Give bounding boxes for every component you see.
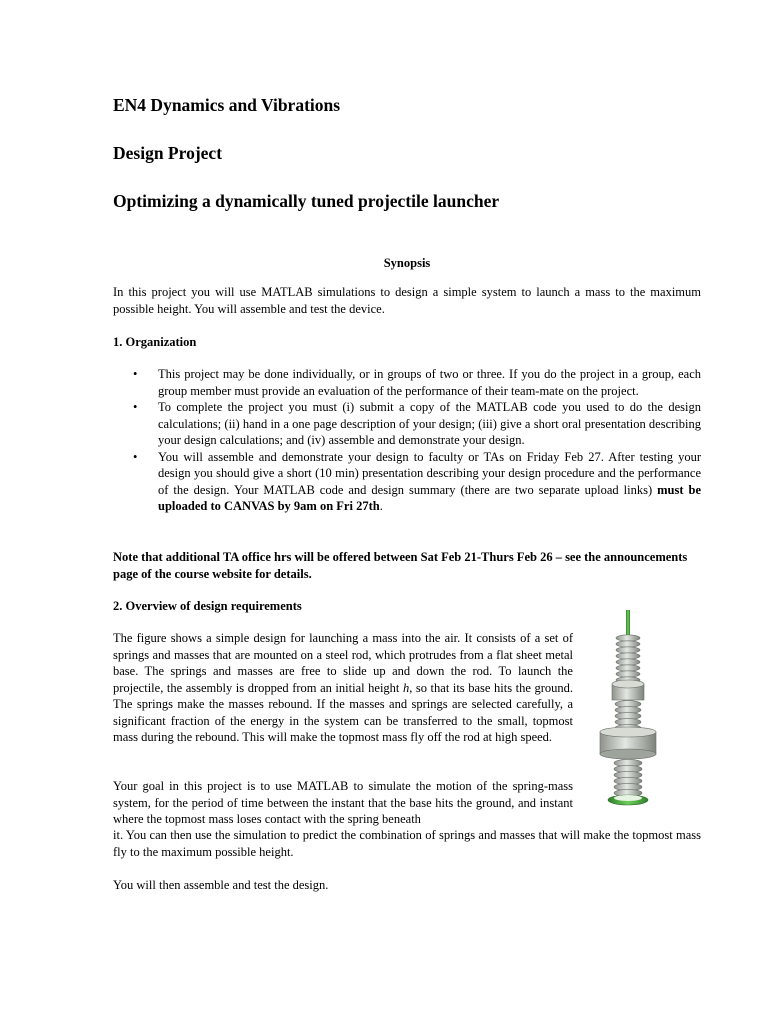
overview-paragraph-2: Your goal in this project is to use MATLAB to simulate the motion of the spring-mass system, for the period of time between the instant that the base hits the ground, and instant where the topmost mass loses contact with the spring beneath	[113, 779, 573, 826]
synopsis-heading: Synopsis	[383, 256, 431, 270]
project-type: Design Project	[113, 143, 223, 163]
height-variable: h	[402, 680, 410, 695]
project-title: Optimizing a dynamically tuned projectile launcher	[113, 191, 500, 211]
bullet-text: This project may be done individually, or in groups of two or three. If you do the project in a group, each group member must provide an evaluation of the performance of their team-mate on the project.	[158, 367, 701, 398]
list-item	[113, 366, 701, 399]
bullet-text: You will assemble and demonstrate your design to faculty or TAs on Friday Feb 27. After testing your design you should give a short (10 min) presentation describing your design procedure and the performance of the design. Your MATLAB code and design summary (there are two separate upload links)	[158, 449, 701, 497]
bottom-spring-icon	[614, 759, 642, 796]
overview-paragraph-1	[113, 630, 573, 746]
synopsis-text: In this project you will use MATLAB simulations to design a simple system to launch a mass to the maximum possible height. You will assemble and test the device.	[113, 285, 701, 316]
overview-paragraph-3: You will then assemble and test the design.	[113, 878, 329, 892]
organization-list	[113, 366, 701, 515]
top-spring-icon	[616, 635, 640, 683]
bullet-icon: •	[133, 367, 138, 381]
list-item	[113, 449, 701, 515]
bullet-text: To complete the project you must (i) submit a copy of the MATLAB code you used to do the design calculations; (ii) hand in a one page description of your design; (iii) give a short oral presentation describing your design calculations; and (iv) assemble and demonstrate your design.	[158, 400, 701, 447]
ta-office-hours-note: Note that additional TA office hrs will be offered between Sat Feb 21-Thurs Feb 26 – see the announcements page of the course website for details.	[113, 550, 688, 581]
course-title: EN4 Dynamics and Vibrations	[113, 95, 341, 115]
base-plate-icon	[608, 795, 648, 805]
bullet-text-bold: must be uploaded to CANVAS by 9am on Fri 27th	[158, 482, 701, 513]
overview-paragraph-2-continued: it. You can then use the simulation to predict the combination of springs and masses that will make the topmost mass fly to the maximum possible height.	[113, 828, 701, 859]
overview-text: , so that its base hits the ground. The springs make the masses rebound. If the masses and springs are selected carefully, a significant fraction of the energy in the system can be transferred to the small, topmost mass during the rebound. This will make the topmost mass fly off the rod at high speed.	[113, 680, 573, 744]
overview-heading: 2. Overview of design requirements	[113, 599, 302, 613]
bottom-mass-icon	[600, 727, 656, 759]
bullet-text-end: .	[379, 499, 383, 513]
list-item	[113, 399, 701, 449]
launcher-figure	[590, 608, 670, 808]
bullet-icon: •	[133, 449, 138, 464]
top-mass-icon	[612, 680, 644, 700]
organization-heading: 1. Organization	[113, 335, 197, 349]
bullet-icon: •	[133, 400, 138, 414]
overview-text: The figure shows a simple design for launching a mass into the air. It consists of a set of springs and masses that are mounted on a steel rod, which protrudes from a flat sheet metal base. The springs and masses are free to slide up and down the rod. To launch the projectile, the assembly is dropped from an initial height	[113, 631, 573, 695]
